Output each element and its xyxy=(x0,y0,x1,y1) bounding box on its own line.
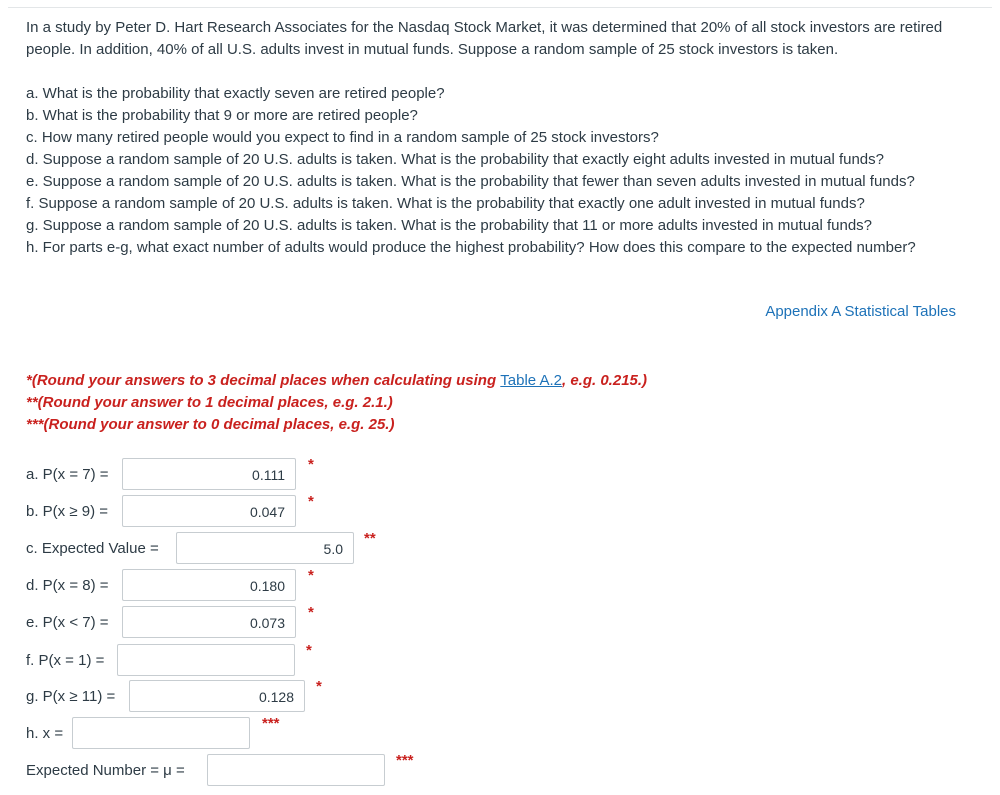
answer-label-b: b. P(x ≥ 9) = xyxy=(26,503,109,520)
question-h: h. For parts e-g, what exact number of adults would produce the highest probability? How does this compare to the expected number? xyxy=(26,239,916,256)
answer-input-e[interactable]: 0.073 xyxy=(122,606,296,638)
question-list xyxy=(26,83,976,259)
question-c: c. How many retired people would you expect to find in a random sample of 25 stock investors? xyxy=(26,129,659,146)
table-a2-link[interactable]: Table A.2 xyxy=(500,372,562,389)
answer-label-a: a. P(x = 7) = xyxy=(26,466,109,483)
note1-prefix: *(Round your answers to 3 decimal places when calculating using xyxy=(26,372,501,389)
required-marker-g: * xyxy=(316,678,322,695)
question-f: f. Suppose a random sample of 20 U.S. adults is taken. What is the probability that exactly one adult invested in mutual funds? xyxy=(26,195,865,212)
note1-suffix: , e.g. 0.215.) xyxy=(562,372,648,389)
answer-input-c[interactable]: 5.0 xyxy=(176,532,354,564)
answer-label-e: e. P(x < 7) = xyxy=(26,614,109,631)
required-marker-a: * xyxy=(308,456,314,473)
answer-input-a[interactable]: 0.111 xyxy=(122,458,296,490)
required-marker-expected-number: *** xyxy=(396,752,414,769)
question-d: d. Suppose a random sample of 20 U.S. adults is taken. What is the probability that exactly eight adults invested in mutual funds? xyxy=(26,151,884,168)
required-marker-e: * xyxy=(308,604,314,621)
required-marker-f: * xyxy=(306,642,312,659)
answer-label-f: f. P(x = 1) = xyxy=(26,652,105,669)
top-divider xyxy=(8,7,992,8)
answer-label-c: c. Expected Value = xyxy=(26,540,159,557)
answer-input-d[interactable]: 0.180 xyxy=(122,569,296,601)
rounding-notes xyxy=(26,370,647,436)
answer-input-f[interactable] xyxy=(117,644,295,676)
appendix-link[interactable]: Appendix A Statistical Tables xyxy=(765,303,956,320)
required-marker-h: *** xyxy=(262,715,280,732)
answer-input-g[interactable]: 0.128 xyxy=(129,680,305,712)
required-marker-b: * xyxy=(308,493,314,510)
answer-label-h: h. x = xyxy=(26,725,64,742)
question-e: e. Suppose a random sample of 20 U.S. adults is taken. What is the probability that fewer than seven adults invested in mutual funds? xyxy=(26,173,915,190)
answer-input-expected-number[interactable] xyxy=(207,754,385,786)
answer-label-expected-number: Expected Number = μ = xyxy=(26,762,185,779)
required-marker-d: * xyxy=(308,567,314,584)
question-b: b. What is the probability that 9 or more are retired people? xyxy=(26,107,418,124)
question-g: g. Suppose a random sample of 20 U.S. adults is taken. What is the probability that 11 or more adults invested in mutual funds? xyxy=(26,217,873,234)
answer-label-d: d. P(x = 8) = xyxy=(26,577,109,594)
required-marker-c: ** xyxy=(364,530,376,547)
note-zero-decimals: ***(Round your answer to 0 decimal places, e.g. 25.) xyxy=(26,416,395,433)
answer-input-b[interactable]: 0.047 xyxy=(122,495,296,527)
answer-input-h[interactable] xyxy=(72,717,250,749)
problem-intro: In a study by Peter D. Hart Research Associates for the Nasdaq Stock Market, it was determined that 20% of all stock investors are retired people. In addition, 40% of all U.S. adults invest in mutual funds. Suppose a random sample of 25 stock investors is taken. xyxy=(26,19,943,58)
answer-label-g: g. P(x ≥ 11) = xyxy=(26,688,116,705)
question-a: a. What is the probability that exactly seven are retired people? xyxy=(26,85,445,102)
note-three-decimals xyxy=(26,370,647,392)
note-one-decimal: **(Round your answer to 1 decimal places, e.g. 2.1.) xyxy=(26,394,393,411)
